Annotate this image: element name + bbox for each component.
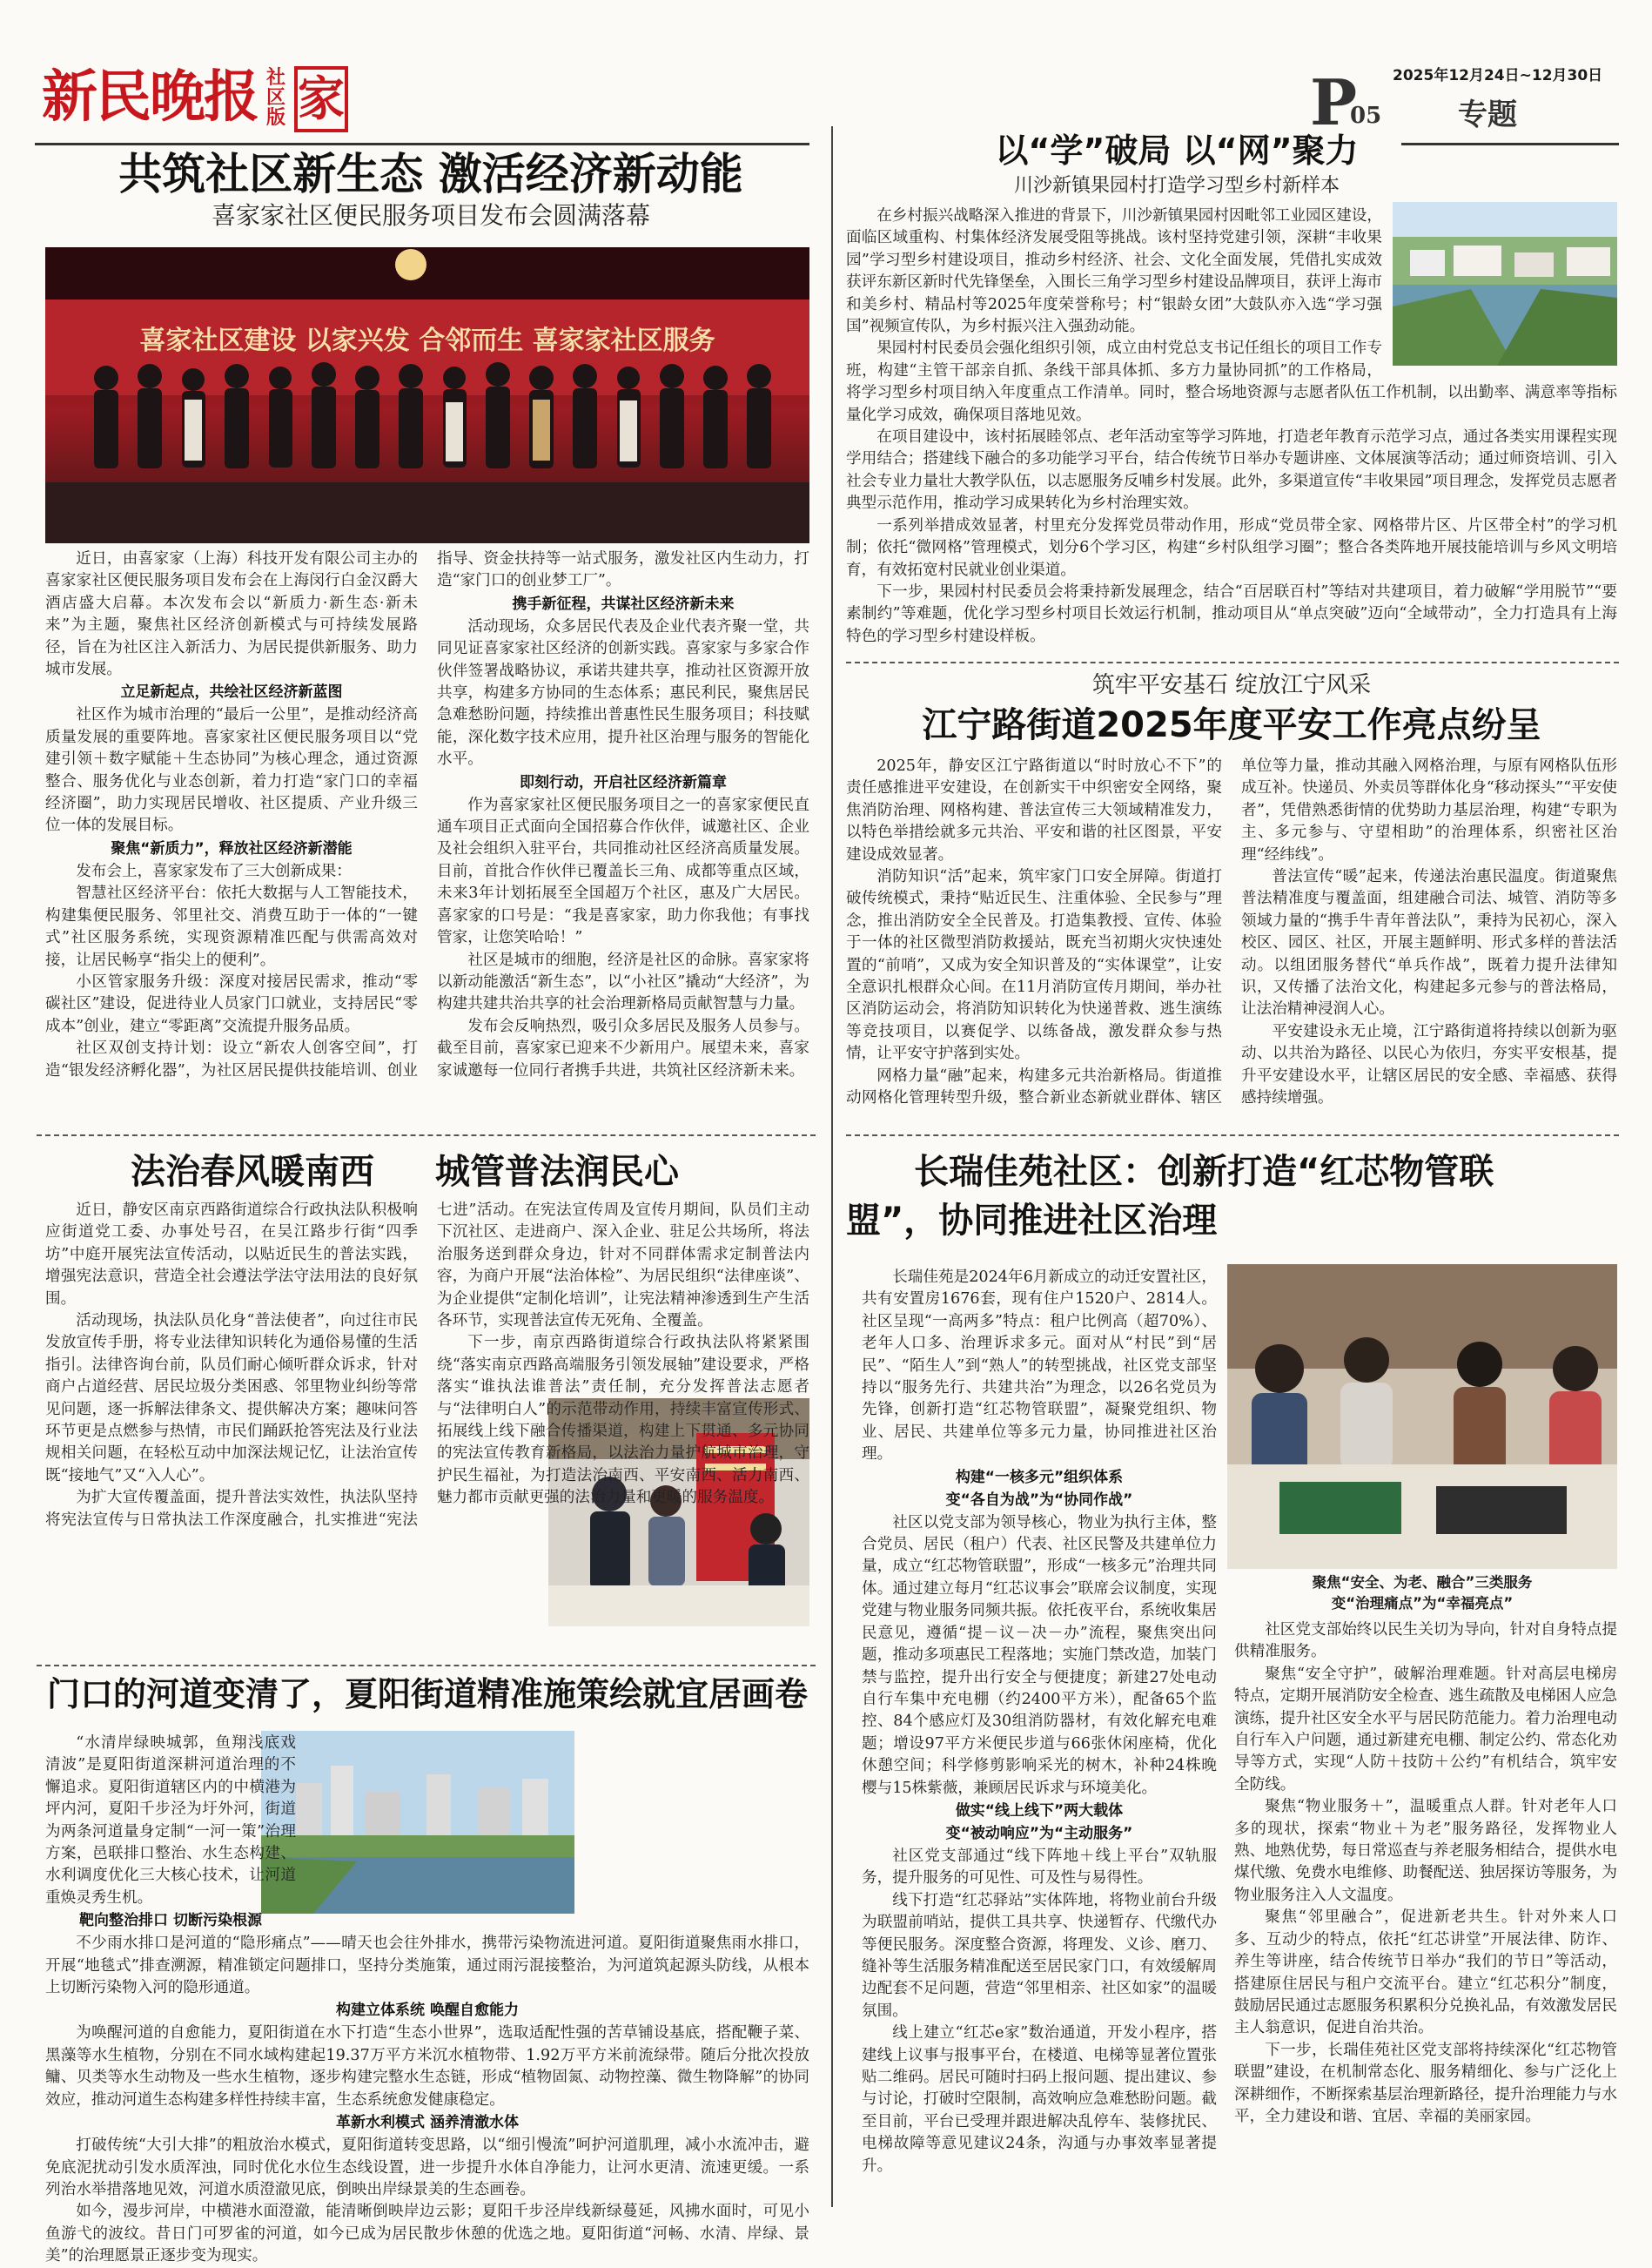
paragraph: 下一步，长瑞佳苑社区党支部将持续深化“红芯物管联盟”建设，在机制常态化、服务精细化、参与广泛化上深耕细作，不断探索基层治理新路径，提升治理能力与水平，全力建设和谐、宜居、幸福的美丽家园。 <box>1234 2041 1617 2125</box>
paragraph: 如今，漫步河岸，中横港水面澄澈，能清晰倒映岸边云影；夏阳千步泾岸线新绿蔓延，风拂水面时，可见小鱼游弋的波纹。昔日门可罗雀的河道，如今已成为居民散步休憩的优选之地。夏阳街道“河畅、水清、岸绿、景美”的治理愿景正逐步变为现实。 <box>45 2203 809 2265</box>
section-divider-1 <box>37 1134 816 1136</box>
section-heading: 变“各自为战”为“协同作战” <box>945 1491 1133 1509</box>
section-heading: 立足新起点，共绘社区经济新蓝图 <box>120 683 343 702</box>
section-divider-4 <box>37 1665 816 1666</box>
paragraph: 近日，由喜家家（上海）科技开发有限公司主办的喜家家社区便民服务项目发布会在上海闵行白金汉爵大酒店盛大启幕。本次发布会以“新质力·新生态·新未来”为主题，聚焦社区经济创新模式与可持续发展路径，旨在为社区注入新活力、为居民提供新服务、助力城市发展。 <box>45 550 418 679</box>
paragraph: 在乡村振兴战略深入推进的背景下，川沙新镇果园村因毗邻工业园区建设，面临区域重构、村集体经济发展受阻等挑战。该村坚持党建引领，深耕“丰收果园”学习型乡村建设项目，推动乡村经济、社会、文化全面发展，凭借扎实成效获评东新区新时代先锋堡垒，入围长三角学习型乡村建设品牌项目，获评上海市和美乡村、精品村等2025年度荣誉称号；村“银龄女团”大鼓队亦入选“学习强国”视频宣传队，为乡村振兴注入强劲动能。 <box>846 207 1382 336</box>
paragraph: 社区以党支部为领导核心，物业为执行主体，整合党员、居民（租户）代表、社区民警及共建单位力量，成立“红芯物管联盟”，形成“一核多元”治理共同体。通过建立每月“红芯议事会”联席会议制度，实现党建与物业服务同频共振。依托夜平台，系统收集居民意见，遵循“提－议－决－办”流程，聚焦突出问题，推动多项惠民工程落地；实施门禁改造，加装门禁与监控，提升出行安全与便捷度；新建27处电动自行车集中充电棚（约2400平方米），配备65个监控、84个感应灯及30组消防器材，有效化解充电难题；增设97平方米便民步道与66张休闲座椅，优化休憩空间；科学修剪影响采光的树木，补种24株晚樱与15株紫薇，兼顾居民诉求与环境美化。 <box>862 1513 1217 1797</box>
paragraph: 活动现场，众多居民代表及企业代表齐聚一堂，共同见证喜家家社区经济的创新实践。喜家家与多家合作伙伴签署战略协议，承诺共建共享，推动社区资源开放共享，构建多方协同的生态体系；惠民利民，聚焦居民急难愁盼问题，持续推出普惠性民生服务项目；科技赋能，深化数字技术应用，提升社区治理与服务的智能化水平。 <box>437 617 809 769</box>
section-heading: 变“被动响应”为“主动服务” <box>945 1824 1133 1842</box>
paragraph: 果园村村民委员会强化组织引领，成立由村党总支书记任组长的项目工作专班，构建“主管干部亲自抓、条线干部具体抓、多方力量协同抓”的工作格局，将学习型乡村项目纳入年度重点工作清单。同时，整合场地资源与志愿者队伍工作机制，以出勤率、满意率等指标量化学习成效，确保项目落地见效。 <box>846 340 1617 424</box>
paragraph: 长瑞佳苑是2024年6月新成立的动迁安置社区，共有安置房1676套，现有住户1520户、2814人。社区呈现“一高两多”特点：租户比例高（超70%）、老年人口多、治理诉求多元。面对从“村民”到“居民”、“陌生人”到“熟人”的转型挑战，社区党支部坚持以“服务先行、共建共治”为理念，以26名党员为先锋，创新打造“红芯物管联盟”，凝聚党组织、物业、居民、共建单位等多元力量，协同推进社区治理。 <box>862 1269 1217 1464</box>
edition-label: 社区版 <box>266 66 286 129</box>
seal-stamp: 家 <box>294 66 348 132</box>
article-4-title-left: 法治春风暖南西 <box>131 1152 374 1192</box>
paragraph: 下一步，果园村村民委员会将秉持新发展理念，结合“百居联百村”等结对共建项目，着力破解“学用脱节”“要素制约”等难题，优化学习型乡村项目长效运行机制，推动项目从“单点突破”迈向“全域带动”，全力打造具有上海特色的学习型乡村建设样板。 <box>846 582 1617 645</box>
paragraph: 作为喜家家社区便民服务项目之一的喜家家便民直通车项目正式面向全国招募合作伙伴，诚邀社区、企业及社会组织入驻平台，共同推动社区经济高质量发展。目前，首批合作伙伴已覆盖长三角、成都等重点区域，未来3年计划拓展至全国超万个社区，惠及广大居民。喜家家的口号是：“我是喜家家，助力你我他；有事找管家，让您笑哈哈！” <box>437 796 809 947</box>
paragraph: 在项目建设中，该村拓展睦邻点、老年活动室等学习阵地，打造老年教育示范学习点，通过各类实用课程实现学用结合；搭建线下融合的多功能学习平台，结合传统节日举办专题讲座、文体展演等活动；通过师资培训、引入社会专业力量壮大教学队伍，以志愿服务反哺乡村发展。此外，多渠道宣传“丰收果园”项目理念，发挥党员志愿者典型示范作用，推动学习成果转化为乡村治理实效。 <box>846 428 1617 513</box>
section-heading: 构建立体系统 唤醒自愈能力 <box>336 2002 519 2020</box>
column-divider <box>831 126 833 2207</box>
article-2-subtitle: 川沙新镇果园村打造学习型乡村新样本 <box>1013 175 1340 197</box>
article-2-title: 以“学”破局 以“网”聚力 <box>995 131 1359 170</box>
article-3-title: 江宁路街道2025年度平安工作亮点纷呈 <box>922 705 1541 745</box>
paragraph: 线下打造“红芯驿站”实体阵地，将物业前台升级为联盟前哨站，提供工具共享、快递暂存、代缴代办等便民服务。深度整合资源，将理发、义诊、磨刀、缝补等生活服务精准配送至居民家门口，有效缓解周边配套不足问题，营造“邻里相亲、社区如家”的温暖氛围。 <box>862 1891 1217 2020</box>
section-heading: 做实“线上线下”两大载体 <box>955 1801 1124 1820</box>
paragraph: 社区是城市的细胞，经济是社区的命脉。喜家家将以新动能激活“新生态”，以“小社区”撬动“大经济”，为构建共建共治共享的社会治理新格局贡献智慧与力量。 <box>437 951 809 1013</box>
section-heading: 即刻行动，开启社区经济新篇章 <box>520 773 727 791</box>
section-divider-3 <box>846 1134 1619 1136</box>
paragraph: 一系列举措成效显著，村里充分发挥党员带动作用，形成“党员带全家、网格带片区、片区带全村”的学习机制；依托“微网格”管理模式，划分6个学习区，构建“乡村队组学习圈”；整合各类阵地开展技能培训与乡风文明培育，有效拓宽村民就业创业渠道。 <box>846 516 1617 579</box>
paragraph: 线上建立“红芯e家”数治通道，开发小程序，搭建线上议事与报事平台，在楼道、电梯等显著位置张贴二维码。居民可随时扫码上报问题、提出建议、参与讨论，打破时空限制，高效响应急难愁盼问题。截至目前，平台已受理并跟进解决乱停车、装修扰民、电梯故障等意见建议24条，沟通与办事效率显著提升。 <box>862 2024 1217 2175</box>
photo-wrap-spacer <box>296 1733 809 1922</box>
paragraph: 小区管家服务升级：深度对接居民需求，推动“零碳社区”建设，促进待业人员家门口就业，支持居民“零成本”创业，建立“零距离”交流提升服务品质。 <box>45 972 418 1035</box>
paragraph: 近日，静安区南京西路街道综合行政执法队积极响应街道党工委、办事处号召，在吴江路步行街“四季坊”中庭开展宪法宣传活动，以贴近民生的普法实践，增强宪法意识，营造全社会遵法学法守法用法的良好氛围。 <box>45 1201 418 1308</box>
masthead-rule-left <box>35 143 809 145</box>
paragraph: 平安建设永无止境，江宁路街道将持续以创新为驱动、以共治为路径、以民心为依归，夯实平安根基，提升平安建设水平，让辖区居民的安全感、幸福感、获得感持续增强。 <box>1241 1022 1617 1107</box>
paragraph: 消防知识“活”起来，筑牢家门口安全屏障。街道打破传统模式，秉持“贴近民生、注重体验、全民参与”理念，推出消防安全全民普及。打造集教授、宣传、体验于一体的社区微型消防救援站，既充当初期火灾快速处置的“前哨”，又成为安全知识普及的“实体课堂”，让安全意识扎根群众心间。在11月消防宣传月期间，举办社区消防运动会，将消防知识转化为快递普救、逃生演练等竞技项目，以赛促学、以练备战，激发群众参与热情，让平安守护落到实处。 <box>846 868 1222 1063</box>
article-6-body-right <box>1234 1619 1617 2203</box>
paragraph: 为扩大宣传覆盖面，提升普法实效性，执法队坚持将宪法宣传与日常执法工作深度融合，扎实推进“宪法七进”活动。在宪法宣传周及宣传月期间，队员们主动下沉社区、走进商户、深入企业、驻足公共场所，将法治服务送到群众身边，针对不同群体需求定制普法内容，为商户开展“法治体检”、为居民组织“法律座谈”、为企业提供“定制化培训”，让宪法精神渗透到生产生活各环节，实现普法宣传无死角、全覆盖。 <box>45 1201 809 1529</box>
masthead <box>42 63 355 139</box>
paragraph: 发布会上，喜家家发布了三大创新成果： <box>76 862 352 880</box>
photo-wrap-spacer <box>1382 205 1617 371</box>
paragraph: 社区作为城市治理的“最后一公里”，是推动经济高质量发展的重要阵地。喜家家社区便民服务项目以“党建引领＋数字赋能＋生态协同”为核心理念，通过资源整合、服务优化与业态创新，着力打造“家门口的幸福经济圈”，助力实现居民增收、社区提质、产业升级三位一体的发展目标。 <box>45 706 418 835</box>
paragraph: 聚焦“邻里融合”，促进新老共生。针对外来人口多、互动少的特点，依托“红芯讲堂”开展法律、防诈、养生等讲座，结合传统节日举办“我们的节日”等活动，搭建原住居民与租户交流平台。建立“红芯积分”制度，鼓励居民通过志愿服务积累积分兑换礼品，有效激发居民主人翁意识，促进自治共治。 <box>1234 1908 1617 2037</box>
paragraph: 社区党支部通过“线下阵地＋线上平台”双轨服务，提升服务的可见性、可及性与易得性。 <box>862 1847 1217 1888</box>
paragraph: 智慧社区经济平台：依托大数据与人工智能技术，构建集便民服务、邻里社交、消费互助于一体的“一键式”社区服务系统，实现资源精准匹配与供需高效对接，让居民畅享“指尖上的便利”。 <box>45 885 418 969</box>
article-3-body <box>846 756 1617 1147</box>
section-heading: 靶向整治排口 切断污染根源 <box>79 1912 262 1930</box>
article-1-photo <box>45 247 809 543</box>
article-1-title: 共筑社区新生态 激活经济新动能 <box>118 149 743 199</box>
article-6-photo <box>1227 1264 1617 1569</box>
issue-date: 2025年12月24日~12月30日 <box>1393 67 1603 84</box>
launch-event-photo <box>45 247 809 543</box>
event-banner-text: 喜家社区建设 以家兴发 合邻而生 喜家家社区服务 <box>139 326 715 356</box>
article-4-body <box>45 1200 809 1652</box>
page-number: 05 <box>1350 103 1382 129</box>
section-divider-2 <box>846 662 1619 663</box>
paragraph: “水清岸绿映城郭，鱼翔浅底戏清波”是夏阳街道深耕河道治理的不懈追求。夏阳街道辖区内的中横港为坪内河，夏阳千步泾为圩外河，街道为两条河道量身定制“一河一策”治理方案，邑联排口整治、水生态构建、水利调度优化三大核心技术，让河道重焕灵秀生机。 <box>45 1734 296 1907</box>
paragraph: 打破传统“大引大排”的粗放治水模式，夏阳街道转变思路，以“细引慢流”呵护河道肌理，减小水流冲击，避免底泥扰动引发水质浑浊，同时优化水位生态线设置，进一步提升水体自净能力，让河水更清、流速更缓。一系列治水举措落地见效，河道水质澄澈见底，倒映出岸绿景美的生态画卷。 <box>45 2137 809 2198</box>
paragraph: 不少雨水排口是河道的“隐形痛点”——晴天也会往外排水，携带污染物流进河道。夏阳街道聚焦雨水排口，开展“地毯式”排查溯源，精准锁定问题排口，坚持分类施策，通过雨污混接整治，为河道筑起源头防线，从根本上切断污染物入河的隐形通道。 <box>45 1935 809 1997</box>
newspaper-logo: 新民晚报 <box>42 64 258 130</box>
community-craft-photo <box>1227 1264 1617 1569</box>
paragraph: 下一步，南京西路街道综合行政执法队将紧紧围绕“落实南京西路高端服务引领发展轴”建设要求，严格落实“谁执法谁普法”责任制，充分发挥普法志愿者与“法律明白人”的示范带动作用，持续丰富宣传形式、拓展线上线下融合传播渠道，构建上下贯通、多元协同的宪法宣传教育新格局，以法治力量护航城市治理，守护民生福祉，为打造法治南西、平安南西、活力南西、魅力都市贡献更强的法治力量和更暖的服务温度。 <box>437 1334 809 1507</box>
section-name: 专题 <box>1458 98 1517 132</box>
paragraph: 2025年，静安区江宁路街道以“时时放心不下”的责任感推进平安建设，在创新实干中织密安全网络，聚焦消防治理、网格构建、普法宣传三大领域精准发力，以特色举措绘就多元共治、平安和谐的社区图景，平安建设成效显著。 <box>846 757 1222 864</box>
paragraph: 聚焦“安全守护”，破解治理难题。针对高层电梯房特点，定期开展消防安全检查、逃生疏散及电梯困人应急演练，提升社区安全水平与居民防范能力。着力治理电动自行车入户问题，通过新建充电棚、制定公约、常态化劝导等方式，实现“人防＋技防＋公约”有机结合，筑牢安全防线。 <box>1234 1665 1617 1794</box>
page-letter: P <box>1310 65 1358 139</box>
paragraph: 活动现场，执法队员化身“普法使者”，向过往市民发放宣传手册，将专业法律知识转化为通俗易懂的生活指引。法律咨询台前，队员们耐心倾听群众诉求，针对商户占道经营、居民垃圾分类困惑、邻里物业纠纷等常见问题，逐一拆解法律条文、提供解决方案；趣味问答环节更是点燃参与热情，市民们踊跃抢答宪法及行业法规相关问题，在轻松互动中加深法规记忆，让法治宣传既“接地气”又“入人心”。 <box>45 1312 418 1484</box>
section-heading: 构建“一核多元”组织体系 <box>955 1468 1124 1486</box>
article-6-title-line-1: 长瑞佳苑社区：创新打造“红芯物管联 <box>914 1152 1494 1192</box>
article-3-kicker: 筑牢平安基石 绽放江宁风采 <box>1091 672 1372 698</box>
article-1-body <box>45 548 809 1127</box>
paragraph: 发布会反响热烈，吸引众多居民及服务人员参与。截至目前，喜家家已迎来不少新用户。展望未来，喜家家诚邀每一位同行者携手共进，共筑社区经济新未来。 <box>437 1017 809 1080</box>
article-6-caption-line-2: 变“治理痛点”为“幸福亮点” <box>1331 1595 1514 1612</box>
article-6-caption-line-1: 聚焦“安全、为老、融合”三类服务 <box>1312 1574 1533 1591</box>
article-5-title: 门口的河道变清了，夏阳街道精准施策绘就宜居画卷 <box>46 1675 808 1713</box>
paragraph: 为唤醒河道的自愈能力，夏阳街道在水下打造“生态小世界”，选取适配性强的苦草铺设基底，搭配鞭子菜、黑藻等水生植物，分别在不同水域构建起19.37万平方米沉水植物带、1.92万平方米前流绿带。随后分批次投放鳙、贝类等水生动物及一些水生植物，逐步构建完整水生态链，形成“植物固氮、动物控藻、微生物降解”的协同效应，推动河道生态构建多样性持续丰富，生态系统愈发健康稳定。 <box>45 2024 809 2109</box>
paragraph: 社区党支部始终以民生关切为导向，针对自身特点提供精准服务。 <box>1234 1621 1617 1661</box>
article-6-title-line-2: 盟”，协同推进社区治理 <box>846 1201 1218 1241</box>
section-heading: 携手新征程，共谋社区经济新未来 <box>512 595 735 613</box>
article-1-subtitle: 喜家家社区便民服务项目发布会圆满落幕 <box>211 201 650 230</box>
section-heading: 聚焦“新质力”，释放社区经济新潜能 <box>111 839 353 858</box>
paragraph: 社区双创支持计划：设立“新农人创客空间”，打造“银发经济孵化器”，为社区居民提供技能培训、创业指导、资金扶持等一站式服务，激发社区内生动力，打造“家门口的创业梦工厂”。 <box>45 550 809 1080</box>
article-5-body <box>45 1733 809 2265</box>
paragraph: 普法宣传“暖”起来，传递法治惠民温度。街道聚焦普法精准度与覆盖面，组建融合司法、城管、消防等多领域力量的“携手牛青年普法队”，秉持为民初心，深入校区、园区、社区，开展主题鲜明、形式多样的普法活动。以组团服务替代“单兵作战”，既着力提升法律知识，又传播了法治文化，构建起多元参与的普法格局，让法治精神浸润人心。 <box>1241 868 1617 1019</box>
article-2-body <box>846 205 1617 649</box>
section-heading: 革新水利模式 涵养清澈水体 <box>336 2114 519 2132</box>
paragraph: 网格力量“融”起来，构建多元共治新格局。街道推动网格化管理转型升级，整合新业态新就业群体、辖区单位等力量，推动其融入网格治理，与原有网格队伍形成互补。快递员、外卖员等群体化身“移动探头”“平安使者”，凭借熟悉街情的优势助力基层治理，构建“专职为主、多元参与、守望相助”的治理体系，织密社区治理“经纬线”。 <box>846 757 1617 1107</box>
article-6-body-left <box>862 1267 1217 2207</box>
paragraph: 聚焦“物业服务＋”，温暖重点人群。针对老年人口多的现状，探索“物业＋为老”服务路径，发挥物业人熟、地熟优势，每日常巡查与养老服务相结合，提供水电煤代缴、免费水电维修、助餐配送、独居探访等服务，为物业服务注入人文温度。 <box>1234 1798 1617 1904</box>
article-4-title-right: 城管普法润民心 <box>435 1152 679 1192</box>
